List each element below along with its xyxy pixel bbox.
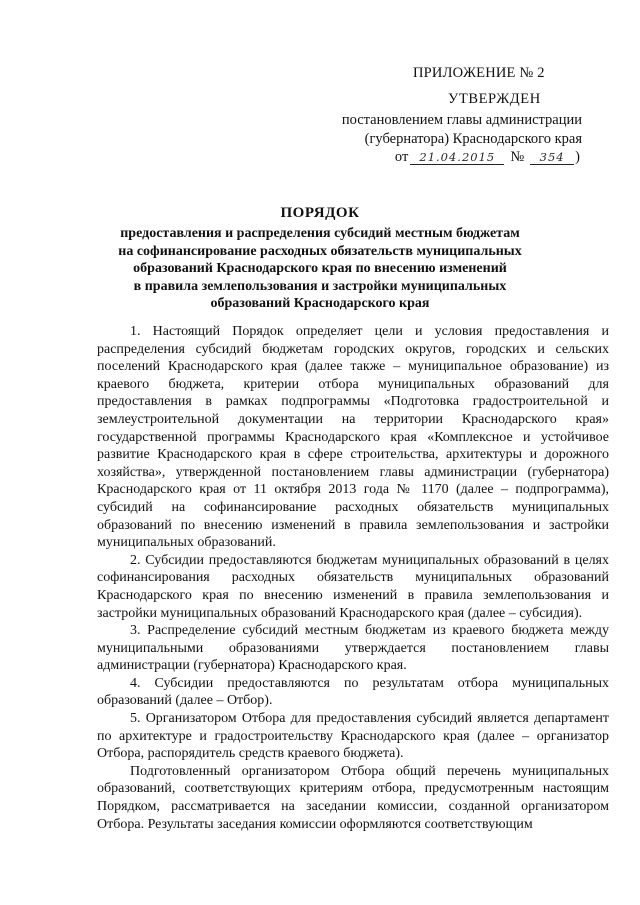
handwritten-date: 21.04.2015: [410, 150, 504, 165]
paragraph-5: 5. Организатором Отбора для предоставления субсидий является департамент по архитектуре и градостроительству Краснодарского края (далее – организатор Отбора, распорядитель средств краевого бюджета).: [97, 711, 609, 762]
close-paren: ): [575, 149, 580, 165]
appendix-label: ПРИЛОЖЕНИЕ № 2: [413, 65, 545, 81]
document-title: ПОРЯДОК: [280, 205, 360, 221]
handwritten-number: 354: [530, 150, 574, 165]
paragraph-3: 3. Распределение субсидий местным бюджетам из краевого бюджета между муниципальными образованиями утверждается постановлением главы администрации (губернатора) Краснодарского края.: [97, 623, 609, 674]
paragraph-1: 1. Настоящий Порядок определяет цели и условия предоставления и распределения субсидий бюджетам городских округов, городских и сельских поселений Краснодарского края (далее также – муниципальное образование) из краевого бюджета, критерии отбора муниципальных образований для предоставления в рамках подпрограммы «Подготовка градостроительной и землеустроительной документации на территории Краснодарского края» государственной программы Краснодарского края «Комплексное и устойчивое развитие Краснодарского края в сфере строительства, архитектуры и дорожного хозяйства», утвержденной постановлением главы администрации (губернатора) Краснодарского края от 11 октября 2013 года № 1170 (далее – подпрограмма), субсидий на софинансирование расходных обязательств муниципальных образований по внесению изменений в правила землепользования и застройки муниципальных образований.: [97, 324, 609, 551]
subtitle-line: образований Краснодарского края: [210, 296, 430, 311]
document-subtitle: [100, 225, 540, 313]
subtitle-line: предоставления и распределения субсидий местным бюджетам: [120, 226, 520, 241]
from-label: от: [394, 149, 409, 165]
number-label: №: [510, 149, 525, 165]
paragraph-4: 4. Субсидии предоставляются по результатам отбора муниципальных образований (далее – Отбор).: [97, 675, 609, 709]
paragraph-6: Подготовленный организатором Отбора общий перечень муниципальных образований, соответствующих критериям отбора, предусмотренным настоящим Порядком, рассматривается на заседании комиссии, созданной организатором Отбора. Результаты заседания комиссии оформляются соответствующим: [97, 763, 609, 832]
subtitle-line: на софинансирование расходных обязательств муниципальных: [118, 243, 522, 259]
document-body: [97, 323, 609, 833]
approval-date-number: [395, 149, 580, 166]
subtitle-line: образований Краснодарского края по внесению изменений: [133, 261, 507, 276]
approval-line-1: постановлением главы администрации: [341, 112, 582, 128]
approval-line-2: (губернатора) Краснодарского края: [364, 131, 582, 147]
subtitle-line: в правила землепользования и застройки муниципальных: [133, 278, 507, 294]
paragraph-2: 2. Субсидии предоставляются бюджетам муниципальных образований в целях софинансирования расходных обязательств муниципальных образований Краснодарского края по внесению изменений в правила землепользования и застройки муниципальных образований Краснодарского края (далее – субсидия).: [97, 552, 609, 621]
approved-label: УТВЕРЖДЕН: [448, 91, 541, 107]
